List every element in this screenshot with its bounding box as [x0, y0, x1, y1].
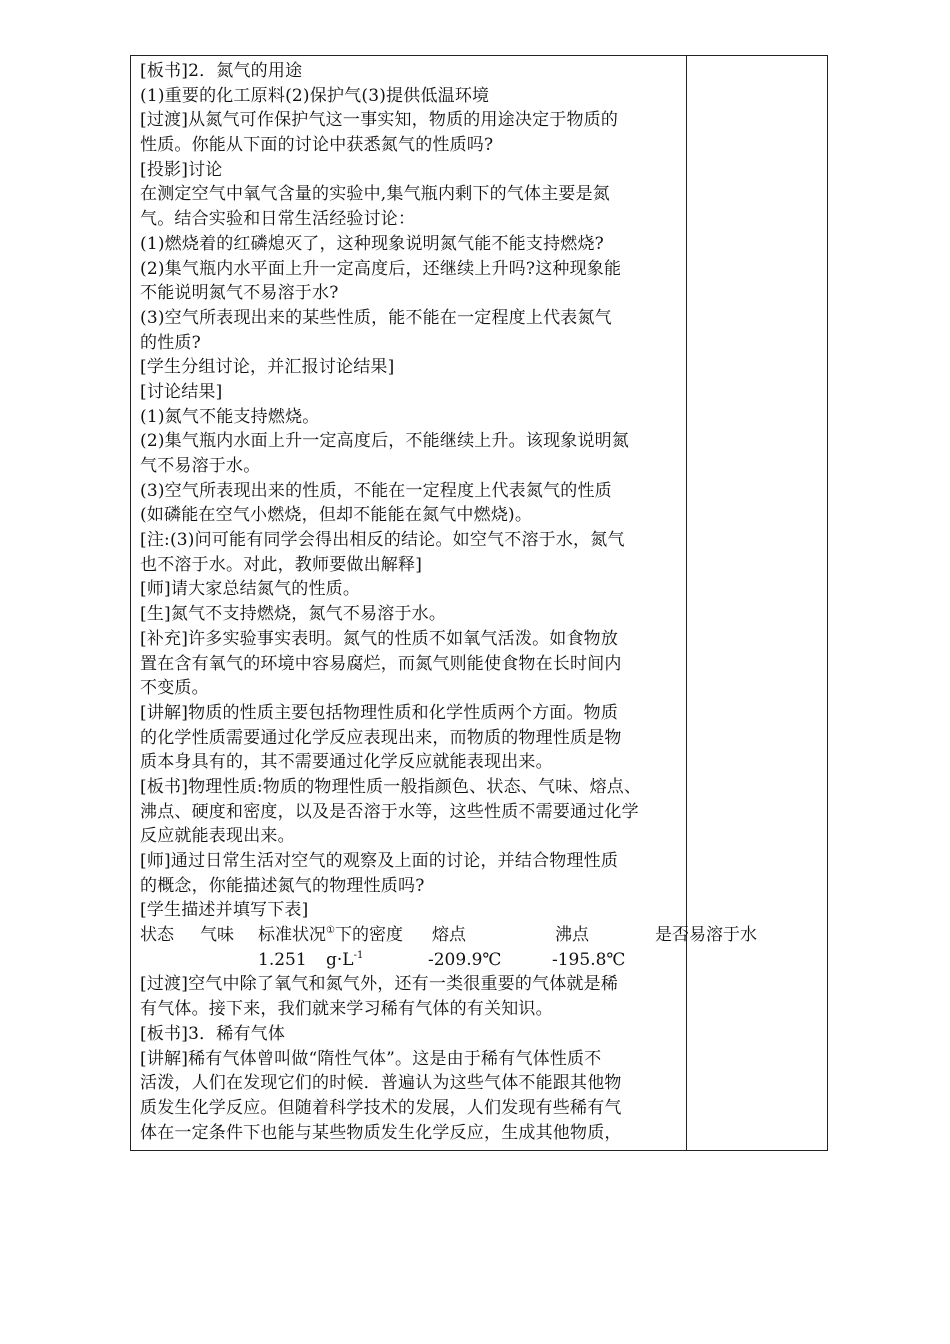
text-line: (3)空气所表现出来的性质，不能在一定程度上代表氮气的性质 — [140, 480, 612, 501]
header-solubility: 是否易溶于水 — [655, 925, 757, 946]
text-line: [注:(3)问可能有同学会得出相反的结论。如空气不溶于水，氮气 — [140, 530, 625, 551]
text-line: (1)燃烧着的红磷熄灭了，这种现象说明氮气能不能支持燃烧? — [140, 233, 604, 254]
column-divider — [686, 56, 687, 1150]
text-line: [板书]3．稀有气体 — [140, 1023, 286, 1044]
text-line: 反应就能表现出来。 — [140, 826, 295, 847]
text-line: [过渡]从氮气可作保护气这一事实知，物质的用途决定于物质的 — [140, 110, 619, 131]
text-line: 质发生化学反应。但随着科学技术的发展，人们发现有些稀有气 — [140, 1097, 622, 1118]
text-line: [板书]2．氮气的用途 — [140, 61, 303, 81]
text-line: 有气体。接下来，我们就来学习稀有气体的有关知识。 — [140, 999, 553, 1020]
text-line: (1)重要的化工原料(2)保护气(3)提供低温环境 — [140, 85, 490, 106]
text-line: [板书]物理性质:物质的物理性质一般指颜色、状态、气味、熔点、 — [140, 776, 642, 797]
header-density-suffix: 下的密度 — [334, 925, 403, 946]
text-line: [讲解]稀有气体曾叫做“隋性气体”。这是由于稀有气体性质不 — [140, 1048, 602, 1069]
text-line: 性质。你能从下面的讨论中获悉氮气的性质吗? — [140, 135, 494, 156]
text-line: (2)集气瓶内水面上升一定高度后，不能继续上升。该现象说明氮 — [140, 431, 630, 452]
property-table-header — [140, 923, 757, 948]
header-state: 状态 — [140, 925, 174, 946]
unit-text: g·L — [326, 949, 354, 970]
lesson-content — [140, 59, 757, 1145]
property-table-values — [140, 948, 685, 973]
header-boiling: 沸点 — [555, 925, 589, 946]
lesson-text-block-b — [140, 972, 685, 1145]
text-line: 在测定空气中氧气含量的实验中,集气瓶内剩下的气体主要是氮 — [140, 184, 611, 205]
text-line: 不变质。 — [140, 678, 209, 699]
text-line: 置在含有氧气的环境中容易腐烂，而氮气则能使食物在长时间内 — [140, 653, 622, 674]
text-line: 活泼，人们在发现它们的时候．普遍认为这些气体不能跟其他物 — [140, 1073, 622, 1094]
text-line: 的概念，你能描述氮气的物理性质吗? — [140, 875, 425, 896]
text-line: (3)空气所表现出来的某些性质，能不能在一定程度上代表氮气 — [140, 307, 612, 328]
text-line: 也不溶于水。对此，教师要做出解释] — [140, 554, 423, 575]
text-line: [师]通过日常生活对空气的观察及上面的讨论，并结合物理性质 — [140, 851, 619, 871]
text-line: 气。结合实验和日常生活经验讨论： — [140, 209, 416, 230]
header-melting: 熔点 — [432, 925, 466, 946]
unit-exponent: -1 — [353, 949, 364, 961]
text-line: (如磷能在空气小燃烧，但却不能能在氮气中燃烧)。 — [140, 505, 533, 526]
text-line: 体在一定条件下也能与某些物质发生化学反应，生成其他物质， — [140, 1122, 622, 1143]
text-line: [讨论结果] — [140, 381, 223, 402]
text-line: 气不易溶于水。 — [140, 456, 261, 476]
value-boiling: -195.8℃ — [552, 949, 626, 970]
text-line: (1)氮气不能支持燃烧。 — [140, 406, 320, 427]
text-line: 沸点、硬度和密度，以及是否溶于水等，这些性质不需要通过化学 — [140, 801, 639, 822]
header-density — [258, 923, 403, 948]
text-line: (2)集气瓶内水平面上升一定高度后，还继续上升吗?这种现象能 — [140, 258, 622, 279]
text-line: [投影]讨论 — [140, 159, 223, 180]
text-line: [过渡]空气中除了氧气和氮气外，还有一类很重要的气体就是稀 — [140, 974, 619, 995]
value-melting: -209.9℃ — [428, 949, 502, 970]
text-line: 不能说明氮气不易溶于水? — [140, 283, 339, 304]
text-line: [师]请大家总结氮气的性质。 — [140, 579, 361, 600]
text-line: [学生分组讨论，并汇报讨论结果] — [140, 357, 395, 378]
lesson-table — [130, 55, 828, 1151]
text-line: [补充]许多实验事实表明。氮气的性质不如氧气活泼。如食物放 — [140, 628, 619, 649]
text-line: 的化学性质需要通过化学反应表现出来，而物质的物理性质是物 — [140, 727, 622, 748]
value-density: 1.251 — [258, 949, 307, 970]
footnote-mark: ① — [326, 925, 335, 937]
lesson-text-block-a — [140, 59, 685, 923]
text-line: 质本身具有的，其不需要通过化学反应就能表现出来。 — [140, 752, 553, 773]
text-line: [生]氮气不支持燃烧，氮气不易溶于水。 — [140, 604, 447, 625]
header-density-text: 标准状况 — [258, 925, 326, 946]
text-line: 的性质? — [140, 332, 201, 353]
header-smell: 气味 — [200, 925, 234, 946]
text-line: [学生描述并填写下表] — [140, 900, 309, 921]
text-line: [讲解]物质的性质主要包括物理性质和化学性质两个方面。物质 — [140, 702, 619, 723]
value-density-unit — [326, 948, 363, 973]
